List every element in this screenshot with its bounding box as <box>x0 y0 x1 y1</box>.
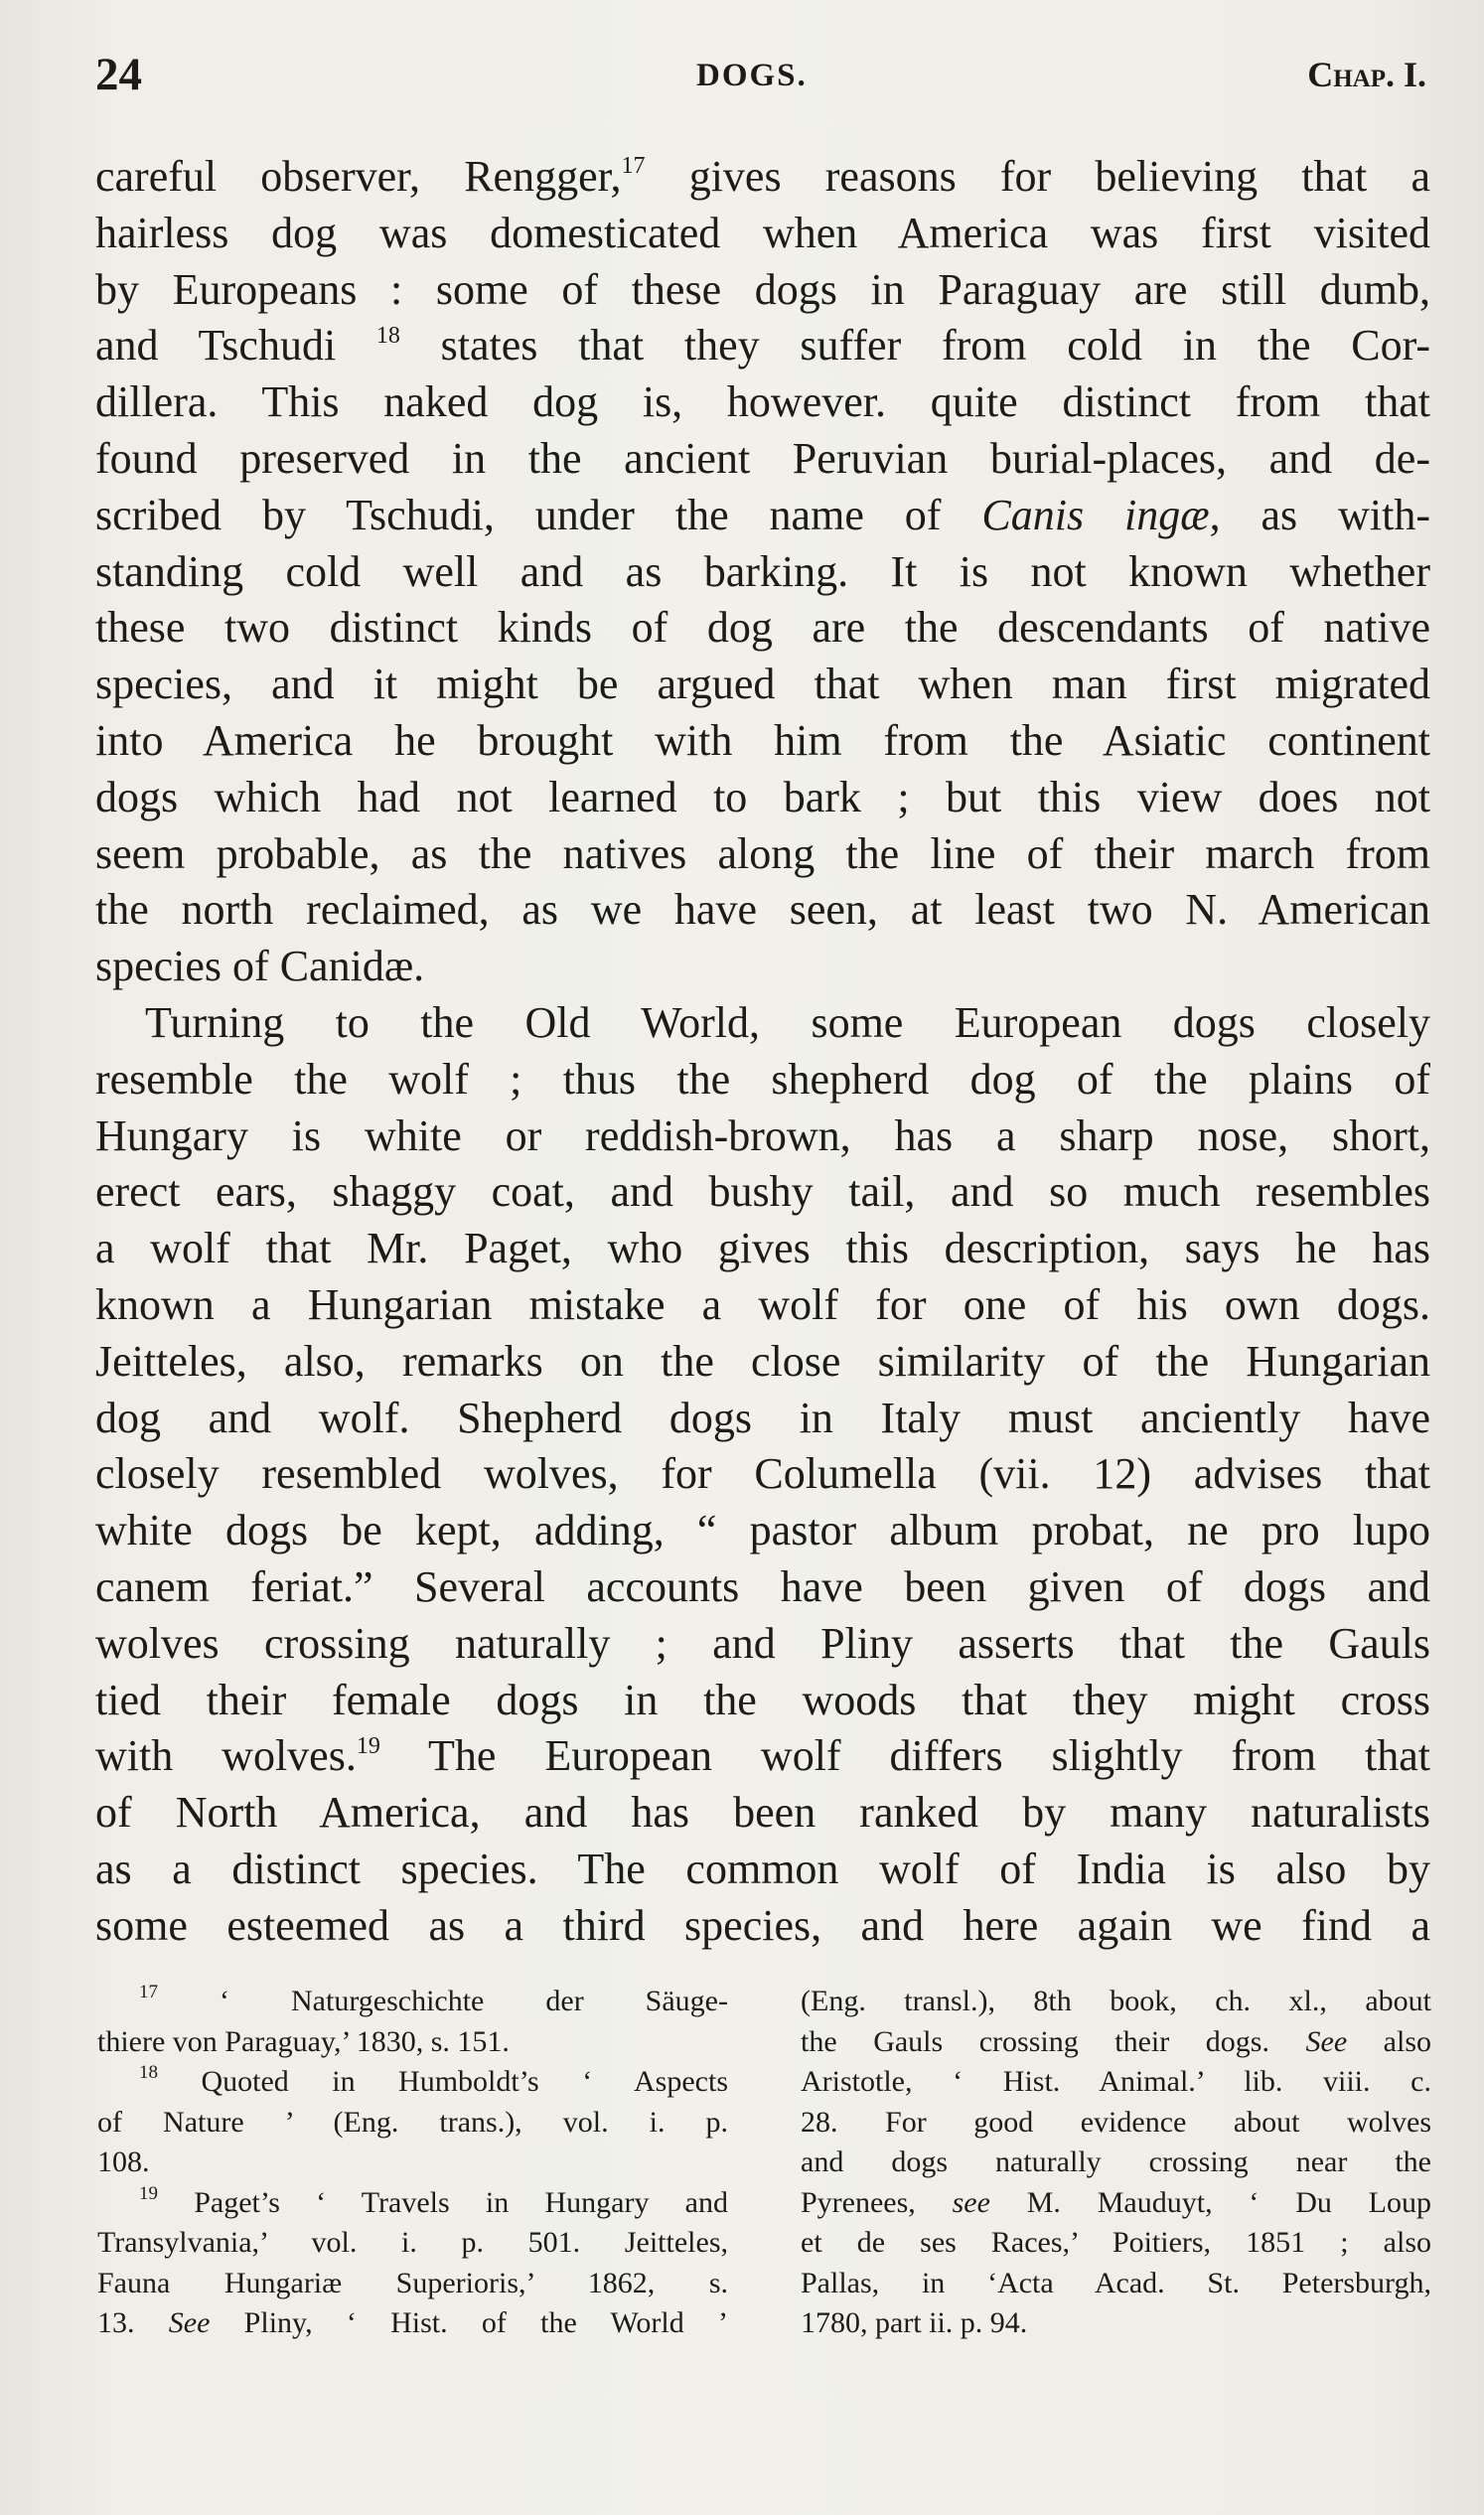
text-line: species, and it might be argued that when man first migrated <box>95 660 1430 709</box>
footnotes-left-column <box>97 1982 728 2344</box>
text-line: erect ears, shaggy coat, and bushy tail, and so much resembles <box>95 1167 1430 1217</box>
footnote-line: 13. See Pliny, ‘ Hist. of the World ’ <box>97 2306 728 2339</box>
text-line: resemble the wolf ; thus the shepherd dog of the plains of <box>95 1054 1430 1104</box>
footnote-line: et de ses Races,’ Poitiers, 1851 ; also <box>801 2226 1431 2259</box>
footnotes-right-column <box>801 1982 1431 2344</box>
text-line: some esteemed as a third species, and here again we find a <box>95 1900 1430 1950</box>
footnote-line: 108. <box>97 2145 150 2178</box>
text-line: into America he brought with him from the Asiatic continent <box>95 715 1430 765</box>
page-number: 24 <box>95 49 142 100</box>
footnote-line: $^{18}$ Quoted in Humboldt’s ‘ Aspects <box>139 2062 728 2098</box>
text-line: the north reclaimed, as we have seen, at least two N. American <box>95 885 1430 935</box>
page-header <box>95 48 1426 117</box>
text-line: with wolves.$^{19}$ The European wolf differs slightly from that <box>95 1731 1430 1781</box>
text-line: Jeitteles, also, remarks on the close similarity of the Hungarian <box>95 1336 1430 1386</box>
footnote-line: 28. For good evidence about wolves <box>801 2105 1431 2139</box>
text-line: dogs which had not learned to bark ; but this view does not <box>95 772 1430 821</box>
body-text <box>95 149 1430 1955</box>
chapter-label: Chap. I. <box>1307 55 1426 94</box>
text-line: scribed by Tschudi, under the name of Canis ingæ, as with- <box>95 490 1430 539</box>
text-line: of North America, and has been ranked by many naturalists <box>95 1788 1430 1838</box>
footnote-line: Pallas, in ‘Acta Acad. St. Petersburgh, <box>801 2266 1431 2299</box>
text-line: hairless dog was domesticated when America was first visited <box>95 208 1430 257</box>
text-line: careful observer, Rengger,$^{17}$ gives reasons for believing that a <box>95 152 1430 201</box>
running-title: DOGS. <box>696 58 808 93</box>
text-line: these two distinct kinds of dog are the descendants of native <box>95 603 1430 653</box>
text-line: found preserved in the ancient Peruvian burial-places, and de- <box>95 433 1430 483</box>
footnote-line: the Gauls crossing their dogs. See also <box>801 2024 1432 2058</box>
footnote-line: (Eng. transl.), 8th book, ch. xl., about <box>801 1985 1431 2017</box>
text-line: wolves crossing naturally ; and Pliny asserts that the Gauls <box>95 1618 1430 1668</box>
text-line: standing cold well and as barking. It is not known whether <box>95 546 1430 596</box>
footnote-line: thiere von Paraguay,’ 1830, s. 151. <box>97 2024 510 2058</box>
text-line: as a distinct species. The common wolf of India is also by <box>95 1844 1430 1893</box>
footnote-line: Transylvania,’ vol. i. p. 501. Jeitteles, <box>97 2226 728 2259</box>
text-line: known a Hungarian mistake a wolf for one of his own dogs. <box>95 1279 1430 1329</box>
footnote-line: of Nature ’ (Eng. trans.), vol. i. p. <box>97 2105 728 2139</box>
text-line: dillera. This naked dog is, however. quite distinct from that <box>95 377 1430 427</box>
footnote-line: $^{17}$ ‘ Naturgeschichte der Säuge- <box>139 1982 728 2017</box>
text-line: by Europeans : some of these dogs in Paraguay are still dumb, <box>95 264 1430 314</box>
text-line: species of Canidæ. <box>95 942 425 991</box>
text-line: canem feriat.” Several accounts have been given of dogs and <box>95 1561 1430 1611</box>
text-line: Turning to the Old World, some European dogs closely <box>145 997 1430 1047</box>
footnote-line: Pyrenees, see M. Mauduyt, ‘ Du Loup <box>801 2185 1432 2219</box>
text-line: a wolf that Mr. Paget, who gives this description, says he has <box>95 1224 1430 1273</box>
text-line: Hungary is white or reddish-brown, has a sharp nose, short, <box>95 1110 1430 1160</box>
text-line: dog and wolf. Shepherd dogs in Italy must anciently have <box>95 1393 1430 1442</box>
text-line: closely resembled wolves, for Columella (vii. 12) advises that <box>95 1449 1430 1499</box>
text-line: tied their female dogs in the woods that they might cross <box>95 1675 1430 1724</box>
text-line: white dogs be kept, adding, “ pastor album probat, ne pro lupo <box>95 1506 1430 1555</box>
footnote-line: 1780, part ii. p. 94. <box>801 2306 1028 2339</box>
footnote-line: Aristotle, ‘ Hist. Animal.’ lib. viii. c. <box>801 2065 1431 2098</box>
footnote-line: Fauna Hungariæ Superioris,’ 1862, s. <box>97 2266 728 2299</box>
footnote-line: $^{19}$ Paget’s ‘ Travels in Hungary and <box>139 2182 728 2219</box>
footnote-line: and dogs naturally crossing near the <box>801 2145 1431 2178</box>
text-line: and Tschudi $^{18}$ states that they suffer from cold in the Cor- <box>95 321 1430 370</box>
text-line: seem probable, as the natives along the line of their march from <box>95 828 1430 878</box>
